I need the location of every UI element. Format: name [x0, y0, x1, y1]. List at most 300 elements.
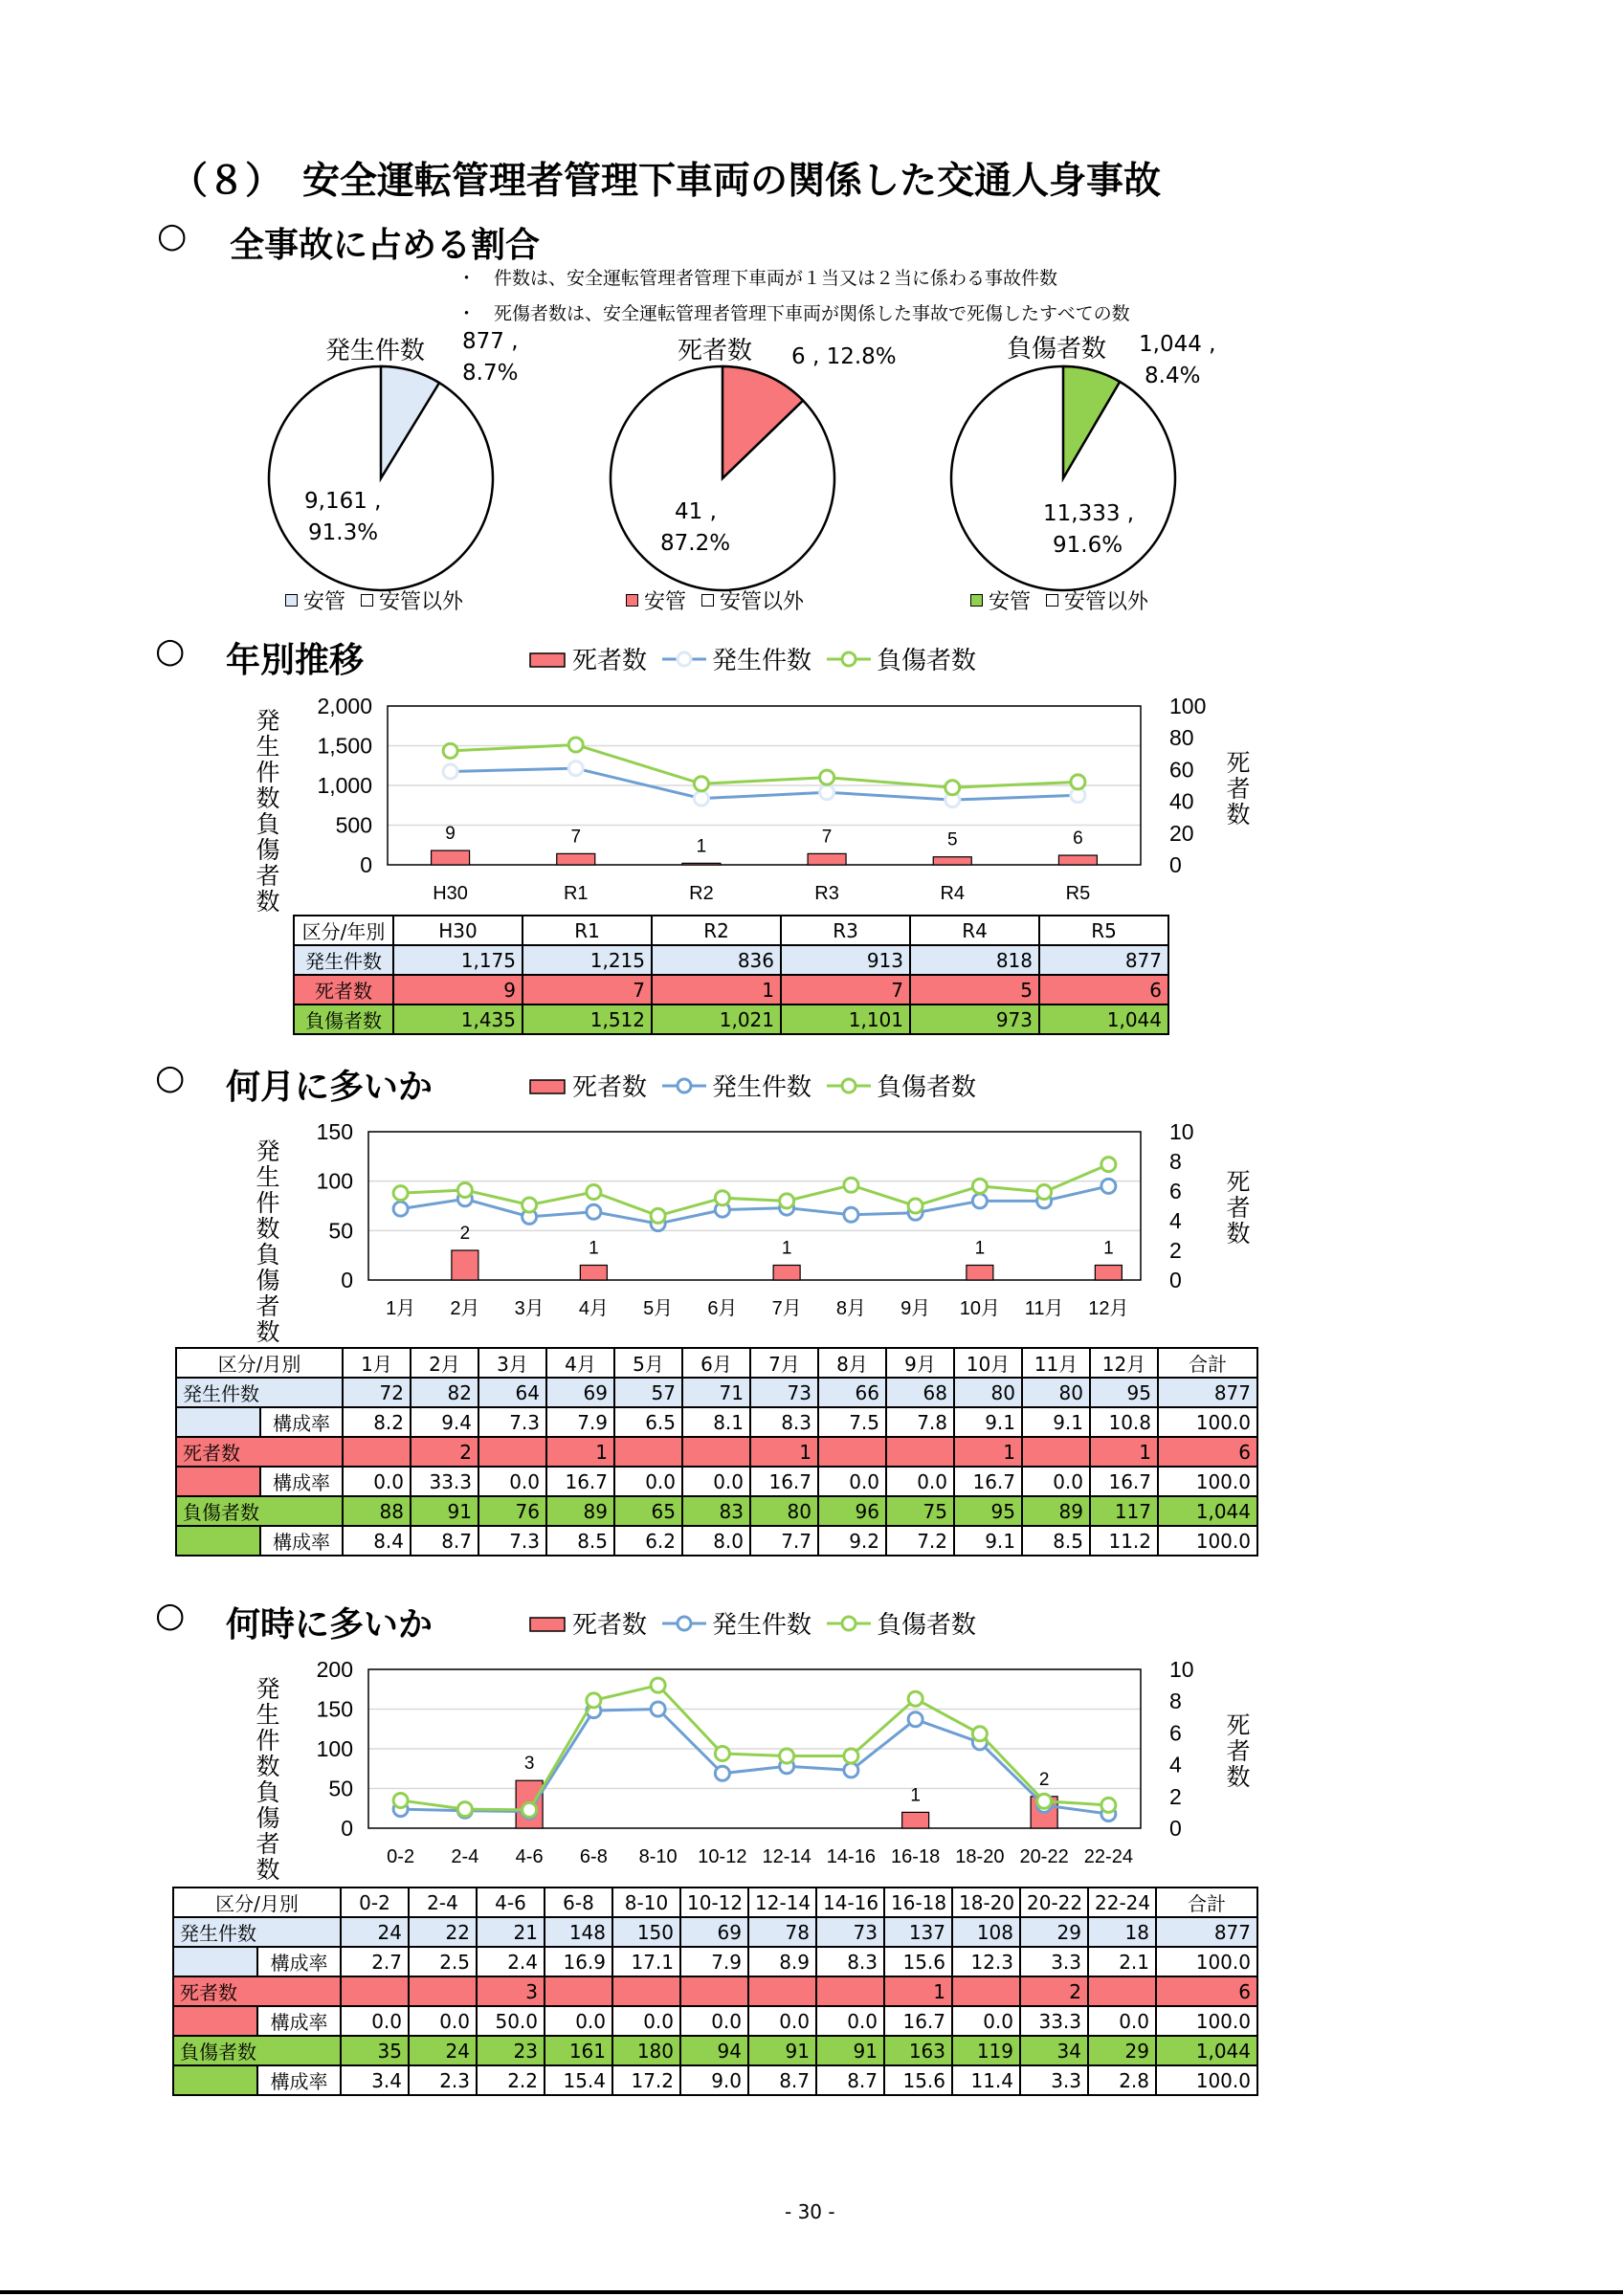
- death-data-label: 9: [445, 824, 456, 845]
- death-bar: [808, 853, 846, 865]
- right-axis-title: 死者数: [1226, 1169, 1251, 1247]
- table-cell: 1,021: [652, 1004, 781, 1034]
- right-tick-label: 4: [1169, 1208, 1182, 1233]
- accidents-point: [587, 1204, 601, 1219]
- table-cell: [816, 1976, 884, 2006]
- table-cell: 11月: [1022, 1348, 1090, 1378]
- table-cell: 100.0: [1158, 1407, 1257, 1437]
- table-cell: 15.6: [884, 1947, 952, 1976]
- death-data-label: 2: [459, 1224, 471, 1244]
- left-tick-label: 1,000: [317, 773, 372, 798]
- table-cell: 34: [1020, 2036, 1088, 2065]
- right-tick-label: 80: [1169, 725, 1194, 751]
- table-cell: [818, 1437, 886, 1467]
- table-cell: 66: [818, 1378, 886, 1407]
- accidents-point: [908, 1712, 923, 1727]
- table-cell: 10-12: [680, 1888, 748, 1917]
- category-label: 20-22: [1019, 1846, 1069, 1867]
- table-cell: [952, 1976, 1020, 2006]
- category-label: 10月: [959, 1298, 1000, 1319]
- table-cell: 9.1: [954, 1526, 1022, 1556]
- right-tick-label: 6: [1169, 1179, 1182, 1203]
- table-cell: [1022, 1437, 1090, 1467]
- table-cell: 12-14: [748, 1888, 816, 1917]
- accidents-point: [443, 764, 457, 779]
- table-cell: 8.1: [682, 1407, 750, 1437]
- legend-swatch: [970, 594, 983, 607]
- row-label-spacer: [176, 1407, 260, 1437]
- injuries-point: [820, 770, 834, 784]
- table-row-injuries: [294, 1004, 1168, 1034]
- table-cell: 20-22: [1020, 1888, 1088, 1917]
- left-tick-label: 0: [341, 1816, 353, 1841]
- table-cell: 2.5: [409, 1947, 477, 1976]
- table-cell: 7.8: [886, 1407, 954, 1437]
- injuries-point: [393, 1793, 408, 1807]
- table-cell: 16-18: [884, 1888, 952, 1917]
- table-cell: 7.3: [478, 1526, 546, 1556]
- table-cell: 12.3: [952, 1947, 1020, 1976]
- table-cell: 構成率: [260, 1467, 343, 1496]
- death-data-label: 1: [974, 1238, 986, 1259]
- monthly-chart: [287, 1115, 1206, 1341]
- accidents-point: [715, 1766, 729, 1780]
- right-tick-label: 6: [1169, 1720, 1182, 1746]
- table-cell: 8.7: [748, 2065, 816, 2095]
- table-cell: 17.2: [612, 2065, 680, 2095]
- plot-frame: [368, 1132, 1141, 1280]
- legend-line-swatch: [662, 648, 706, 671]
- table-cell: 108: [952, 1917, 1020, 1947]
- table-cell: 7: [781, 975, 910, 1004]
- legend-line-swatch: [662, 1074, 706, 1097]
- table-cell: 57: [614, 1378, 682, 1407]
- right-tick-label: 0: [1169, 1816, 1182, 1841]
- right-axis-title: 死者数: [1226, 750, 1251, 828]
- table-cell: 9.1: [954, 1407, 1022, 1437]
- table-cell: 8.3: [750, 1407, 818, 1437]
- table-cell: 80: [1022, 1378, 1090, 1407]
- category-label: 8-10: [638, 1846, 678, 1867]
- death-bar: [432, 850, 470, 865]
- death-bar: [902, 1812, 929, 1828]
- table-cell: 1: [546, 1437, 614, 1467]
- category-label: R4: [940, 883, 966, 904]
- table-cell: [343, 1437, 411, 1467]
- table-cell: 68: [886, 1378, 954, 1407]
- table-cell: 23: [477, 2036, 545, 2065]
- category-label: 11月: [1024, 1298, 1064, 1319]
- table-cell: 6: [1039, 975, 1168, 1004]
- row-label-spacer: [176, 1467, 260, 1496]
- left-axis-title: 発生件数負傷者数: [256, 1138, 280, 1343]
- table-cell: 17.1: [612, 1947, 680, 1976]
- table-cell: [478, 1437, 546, 1467]
- pie-legend: [285, 585, 463, 615]
- accidents-point: [568, 762, 583, 776]
- right-tick-label: 0: [1169, 852, 1182, 877]
- table-cell: 0.0: [612, 2006, 680, 2036]
- table-cell: R2: [652, 916, 781, 945]
- left-tick-label: 1,500: [317, 733, 372, 759]
- table-cell: 7.9: [546, 1407, 614, 1437]
- table-cell: 75: [886, 1496, 954, 1526]
- table-cell: 8.3: [816, 1947, 884, 1976]
- table-cell: 91: [411, 1496, 478, 1526]
- row-label-spacer: [173, 1947, 257, 1976]
- table-cell: 1,044: [1039, 1004, 1168, 1034]
- pie-title-accidents: 発生件数: [325, 337, 426, 365]
- death-bar: [967, 1266, 993, 1281]
- category-label: 12月: [1088, 1298, 1129, 1319]
- table-cell: 0.0: [614, 1467, 682, 1496]
- table-cell: 2.3: [409, 2065, 477, 2095]
- table-cell: 死者数: [173, 1976, 341, 2006]
- death-data-label: 7: [821, 827, 833, 848]
- page-number: - 30 -: [785, 2200, 835, 2223]
- table-cell: 構成率: [257, 2006, 341, 2036]
- death-data-label: 1: [696, 836, 707, 857]
- table-cell: 33.3: [1020, 2006, 1088, 2036]
- table-cell: [409, 1976, 477, 2006]
- accidents-point: [844, 1207, 858, 1222]
- right-tick-label: 2: [1169, 1238, 1182, 1263]
- table-cell: 89: [1022, 1496, 1090, 1526]
- table-cell: 80: [954, 1378, 1022, 1407]
- category-label: 0-2: [387, 1846, 415, 1867]
- accidents-point: [1101, 1179, 1116, 1193]
- death-data-label: 2: [1038, 1769, 1050, 1790]
- accidents-point: [393, 1202, 408, 1216]
- injuries-point: [780, 1749, 794, 1763]
- table-cell: 95: [1090, 1378, 1158, 1407]
- legend-label: 発生件数: [712, 1611, 812, 1640]
- table-cell: 100.0: [1156, 2006, 1257, 2036]
- table-cell: 0.0: [1088, 2006, 1156, 2036]
- table-cell: 83: [682, 1496, 750, 1526]
- table-cell: 0.0: [680, 2006, 748, 2036]
- right-tick-label: 4: [1169, 1752, 1182, 1777]
- table-cell: 150: [612, 1917, 680, 1947]
- injuries-point: [694, 777, 708, 791]
- legend-swatch: [285, 594, 298, 607]
- table-cell: 0.0: [748, 2006, 816, 2036]
- table-cell: 4-6: [477, 1888, 545, 1917]
- table-cell: 7.5: [818, 1407, 886, 1437]
- row-label-spacer: [173, 2065, 257, 2095]
- right-tick-label: 8: [1169, 1149, 1182, 1174]
- table-cell: 14-16: [816, 1888, 884, 1917]
- legend-label: 負傷者数: [877, 1073, 977, 1102]
- chart-legend-hourly: [528, 1605, 976, 1641]
- table-cell: 3.3: [1020, 1947, 1088, 1976]
- table-cell: 7月: [750, 1348, 818, 1378]
- table-cell: 24: [341, 1917, 409, 1947]
- category-label: 4-6: [515, 1846, 544, 1867]
- note-2: ・ 死傷者数は、安全運転管理者管理下車両が関係した事故で死傷したすべての数: [457, 303, 1130, 324]
- table-header-row: [173, 1888, 1257, 1917]
- table-cell: 9.0: [680, 2065, 748, 2095]
- injuries-line: [451, 745, 1078, 788]
- left-tick-label: 0: [360, 852, 372, 877]
- legend-swatch: [1046, 594, 1058, 607]
- legend-label: 安管: [303, 590, 346, 614]
- injuries-point: [651, 1208, 665, 1223]
- injuries-point: [908, 1691, 923, 1706]
- bullet-icon: ○: [157, 216, 188, 255]
- accidents-point: [820, 785, 834, 800]
- right-tick-label: 0: [1169, 1268, 1182, 1292]
- category-label: 9月: [900, 1298, 931, 1319]
- table-cell: 6.2: [614, 1526, 682, 1556]
- table-cell: 2.8: [1088, 2065, 1156, 2095]
- table-cell: 73: [816, 1917, 884, 1947]
- page-bottom-rule: [0, 2290, 1623, 2294]
- table-cell: 16.7: [750, 1467, 818, 1496]
- legend-label: 安管: [989, 590, 1032, 614]
- table-row-deaths-ratio: [176, 1467, 1257, 1496]
- category-label: 8月: [835, 1298, 866, 1319]
- injuries-point: [908, 1199, 923, 1213]
- table-cell: R1: [522, 916, 652, 945]
- row-label-spacer: [176, 1526, 260, 1556]
- table-cell: 973: [910, 1004, 1039, 1034]
- table-cell: 119: [952, 2036, 1020, 2065]
- legend-label: 負傷者数: [877, 1611, 977, 1640]
- section-hourly-title: 何時に多いか: [226, 1605, 434, 1645]
- category-label: 10-12: [698, 1846, 747, 1867]
- table-cell: 5: [910, 975, 1039, 1004]
- table-cell: 8.0: [682, 1526, 750, 1556]
- yearly-table: [293, 915, 1169, 1035]
- table-row-injuries-ratio: [173, 2065, 1257, 2095]
- injuries-point: [1101, 1798, 1116, 1812]
- left-tick-label: 200: [316, 1657, 353, 1682]
- table-row-injuries-ratio: [176, 1526, 1257, 1556]
- table-cell: 1: [1090, 1437, 1158, 1467]
- accidents-line: [401, 1186, 1109, 1224]
- injuries-point: [587, 1185, 601, 1200]
- table-cell: 3.3: [1020, 2065, 1088, 2095]
- table-cell: 18-20: [952, 1888, 1020, 1917]
- table-cell: 71: [682, 1378, 750, 1407]
- table-cell: 836: [652, 945, 781, 975]
- table-cell: 50.0: [477, 2006, 545, 2036]
- row-label-spacer: [173, 2006, 257, 2036]
- table-cell: 0.0: [478, 1467, 546, 1496]
- right-tick-label: 60: [1169, 757, 1194, 783]
- table-cell: 88: [343, 1496, 411, 1526]
- category-label: 2-4: [451, 1846, 479, 1867]
- table-cell: 22: [409, 1917, 477, 1947]
- death-data-label: 5: [946, 829, 958, 850]
- table-cell: 1,175: [393, 945, 522, 975]
- table-cell: 8.4: [343, 1526, 411, 1556]
- table-cell: 4月: [546, 1348, 614, 1378]
- table-header-row: [294, 916, 1168, 945]
- legend-label: 死者数: [572, 1611, 648, 1640]
- injuries-point: [844, 1178, 858, 1192]
- right-axis-title: 死者数: [1226, 1712, 1251, 1791]
- table-cell: 818: [910, 945, 1039, 975]
- injuries-point: [1037, 1794, 1052, 1808]
- death-bar: [682, 863, 721, 865]
- table-cell: 1: [884, 1976, 952, 2006]
- table-cell: 0.0: [341, 2006, 409, 2036]
- table-cell: 3: [477, 1976, 545, 2006]
- table-cell: 180: [612, 2036, 680, 2065]
- table-cell: 73: [750, 1378, 818, 1407]
- table-cell: [748, 1976, 816, 2006]
- death-data-label: 1: [1103, 1238, 1114, 1259]
- pie-label: 91.6%: [1053, 533, 1123, 558]
- left-tick-label: 150: [316, 1119, 353, 1144]
- table-cell: 1,435: [393, 1004, 522, 1034]
- table-row-deaths: [173, 1976, 1257, 2006]
- table-cell: [682, 1437, 750, 1467]
- death-bar: [773, 1266, 800, 1281]
- table-cell: 構成率: [257, 1947, 341, 1976]
- table-row-deaths-ratio: [173, 2006, 1257, 2036]
- legend-line-swatch: [827, 1612, 871, 1635]
- bullet-icon: ○: [155, 631, 186, 671]
- table-row-accidents: [173, 1917, 1257, 1947]
- legend-label: 安管: [644, 590, 687, 614]
- table-cell: 10月: [954, 1348, 1022, 1378]
- table-cell: 0.0: [409, 2006, 477, 2036]
- table-cell: 1: [954, 1437, 1022, 1467]
- injuries-line: [401, 1686, 1109, 1810]
- table-cell: 8.5: [1022, 1526, 1090, 1556]
- table-cell: 8月: [818, 1348, 886, 1378]
- table-cell: 9.2: [818, 1526, 886, 1556]
- legend-label: 安管以外: [1064, 590, 1149, 614]
- table-row-deaths: [176, 1437, 1257, 1467]
- table-cell: 7: [522, 975, 652, 1004]
- table-row-injuries: [176, 1496, 1257, 1526]
- table-cell: 877: [1158, 1378, 1257, 1407]
- legend-line-swatch: [662, 1612, 706, 1635]
- table-cell: [341, 1976, 409, 2006]
- death-bar: [1095, 1266, 1122, 1281]
- death-data-label: 7: [570, 827, 582, 848]
- table-cell: 3月: [478, 1348, 546, 1378]
- bullet-icon: ○: [155, 1596, 186, 1635]
- pie-label: 87.2%: [660, 531, 731, 556]
- right-tick-label: 10: [1169, 1119, 1194, 1144]
- table-cell: H30: [393, 916, 522, 945]
- table-cell: 6: [1158, 1437, 1257, 1467]
- table-cell: 死者数: [176, 1437, 343, 1467]
- table-cell: 100.0: [1156, 2065, 1257, 2095]
- table-cell: 0.0: [1022, 1467, 1090, 1496]
- table-cell: 161: [545, 2036, 612, 2065]
- table-cell: 1,512: [522, 1004, 652, 1034]
- table-cell: 8.7: [411, 1526, 478, 1556]
- section-yearly-title: 年別推移: [226, 641, 365, 680]
- death-data-label: 3: [523, 1754, 535, 1775]
- table-cell: 89: [546, 1496, 614, 1526]
- category-label: 12-14: [762, 1846, 812, 1867]
- legend-bar-swatch: [528, 1074, 567, 1097]
- table-cell: 7.7: [750, 1526, 818, 1556]
- injuries-point: [972, 1727, 987, 1741]
- legend-swatch: [701, 594, 714, 607]
- table-cell: 2: [411, 1437, 478, 1467]
- left-tick-label: 2,000: [317, 694, 372, 718]
- accidents-line: [451, 768, 1078, 800]
- table-cell: 合計: [1158, 1348, 1257, 1378]
- injuries-point: [457, 1182, 472, 1197]
- table-row-accidents: [294, 945, 1168, 975]
- category-label: 6-8: [579, 1846, 608, 1867]
- table-cell: 15.6: [884, 2065, 952, 2095]
- injuries-point: [945, 781, 960, 795]
- right-tick-label: 100: [1169, 694, 1206, 718]
- table-cell: 877: [1039, 945, 1168, 975]
- table-cell: 91: [748, 2036, 816, 2065]
- table-cell: 発生件数: [173, 1917, 341, 1947]
- table-cell: 877: [1156, 1917, 1257, 1947]
- left-tick-label: 0: [341, 1268, 353, 1292]
- table-cell: 117: [1090, 1496, 1158, 1526]
- category-label: 1月: [386, 1298, 416, 1319]
- injuries-point: [587, 1693, 601, 1708]
- accidents-point: [972, 1194, 987, 1208]
- right-tick-label: 8: [1169, 1689, 1182, 1714]
- table-cell: 負傷者数: [176, 1496, 343, 1526]
- table-cell: 1月: [343, 1348, 411, 1378]
- table-cell: 発生件数: [176, 1378, 343, 1407]
- hourly-table: [172, 1887, 1258, 2096]
- table-cell: 7.9: [680, 1947, 748, 1976]
- note-1: ・ 件数は、安全運転管理者管理下車両が１当又は２当に係わる事故件数: [457, 268, 1058, 289]
- accidents-point: [844, 1763, 858, 1777]
- table-cell: 21: [477, 1917, 545, 1947]
- table-cell: 29: [1088, 2036, 1156, 2065]
- table-cell: 6-8: [545, 1888, 612, 1917]
- table-cell: 16.7: [546, 1467, 614, 1496]
- category-label: 4月: [578, 1298, 609, 1319]
- pie-legend: [970, 585, 1148, 615]
- table-cell: 区分/月別: [173, 1888, 341, 1917]
- table-cell: 100.0: [1156, 1947, 1257, 1976]
- injuries-point: [715, 1746, 729, 1760]
- table-cell: 合計: [1156, 1888, 1257, 1917]
- injuries-point: [715, 1191, 729, 1205]
- table-cell: 0.0: [952, 2006, 1020, 2036]
- table-cell: 0.0: [818, 1467, 886, 1496]
- table-cell: 72: [343, 1378, 411, 1407]
- row-label: 発生件数: [294, 945, 393, 975]
- table-cell: 0-2: [341, 1888, 409, 1917]
- table-cell: 7.3: [478, 1407, 546, 1437]
- table-cell: 65: [614, 1496, 682, 1526]
- legend-line-swatch: [827, 648, 871, 671]
- table-cell: 78: [748, 1917, 816, 1947]
- left-axis-title: 発生件数負傷者数: [256, 708, 280, 913]
- injuries-point: [393, 1186, 408, 1201]
- table-cell: 913: [781, 945, 910, 975]
- table-cell: 7.2: [886, 1526, 954, 1556]
- table-cell: 91: [816, 2036, 884, 2065]
- category-label: 18-20: [955, 1846, 1005, 1867]
- table-cell: 15.4: [545, 2065, 612, 2095]
- table-cell: 0.0: [816, 2006, 884, 2036]
- table-cell: 5月: [614, 1348, 682, 1378]
- legend-label: 安管以外: [379, 590, 464, 614]
- accidents-point: [694, 791, 708, 806]
